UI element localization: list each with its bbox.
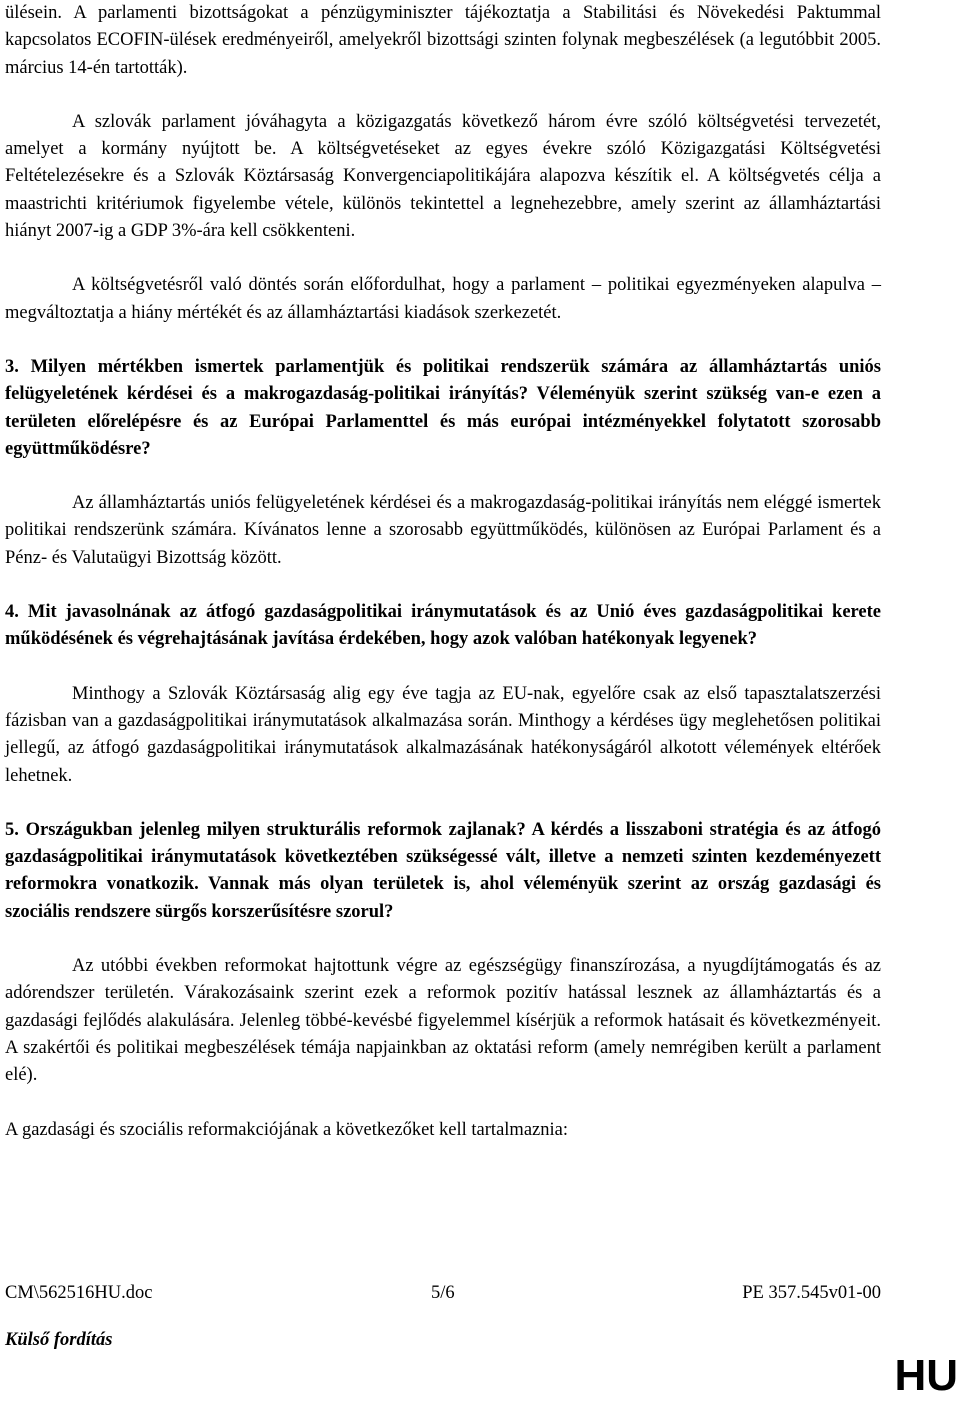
answer-3: Az államháztartás uniós felügyeletének kérdései és a makrogazdaság-politikai irányítás nem eléggé ismertek politikai rendszerünk számára. Kívánatos lenne a szorosabb együttműködés, különösen az Európai Parlament és a Pénz- és Valutaügyi Bizottság között. (5, 493, 881, 568)
question-5: 5. Országukban jelenleg milyen strukturális reformok zajlanak? A kérdés a lisszaboni stratégia és az átfogó gazdaságpolitikai iránymutatások következtében szükségessé vált, illetve a nemzeti szinten kezdeményezett reformokra vonatkozik. Vannak más olyan területek is, ahol véleményük szerint az ország gazdasági és szociális rendszere sürgős korszerűsítésre szorul? (5, 819, 881, 922)
translation-note: Külső fordítás (5, 1330, 113, 1350)
answer-5: Az utóbbi években reformokat hajtottunk végre az egészségügy finanszírozása, a nyugdíjtámogatás és az adórendszer területén. Várakozásaink szerint ezek a reformok pozitív hatással lesznek az államháztartás és a gazdasági fejlődés alakulására. Jelenleg többé-kevésbé figyelemmel kísérjük a reformok hatásait és következményeit. A szakértői és politikai megbeszélések témája napjainkban az oktatási reform (amely nemrégiben került a parlament elé). (5, 956, 881, 1086)
question-4: 4. Mit javasolnának az átfogó gazdaságpolitikai iránymutatások és az Unió éves gazdaságpolitikai kerete működésének és végrehajtásának javítása érdekében, hogy azok valóban hatékonyak legyenek? (5, 602, 881, 650)
paragraph-reform-content: A gazdasági és szociális reformakciójának a következőket kell tartalmaznia: (5, 1119, 568, 1140)
footer-reference: PE 357.545v01-00 (742, 1283, 881, 1303)
footer-file-name: CM\562516HU.doc (5, 1283, 153, 1303)
question-3: 3. Milyen mértékben ismertek parlamentjük és politikai rendszerük számára az államháztartás uniós felügyeletének kérdései és a makrogazdaság-politikai irányítás? Véleményük szerint szükség van-e ezen a területen előrelépésre és az Európai Parlamenttel és más európai intézményekkel folytatott szorosabb együttműködésre? (5, 356, 881, 459)
language-code: HU (894, 1351, 958, 1400)
paragraph-continuation: ülésein. A parlamenti bizottságokat a pénzügyminiszter tájékoztatja a Stabilitási és Növekedési Paktummal kapcsolatos ECOFIN-ülések eredményeiről, amelyekről bizottsági szinten folynak megbeszélések (a legutóbbit 2005. március 14-én tartották). (5, 3, 881, 78)
document-body (5, 0, 881, 1144)
footer-page-number: 5/6 (431, 1283, 455, 1303)
page-footer (5, 1280, 881, 1307)
paragraph-budget-approval: A szlovák parlament jóváhagyta a közigazgatás következő három évre szóló költségvetési tervezetét, amelyet a kormány nyújtott be. A költségvetéseket az egyes évekre szóló Közigazgatási Költségvetési Feltételezésekre és a Szlovák Köztársaság Konvergenciapolitikájára alapozva készítik el. A költségvetés célja a maastrichti kritériumok figyelembe vétele, különös tekintettel a legnehezebbre, amely szerint az államháztartási hiányt 2007-ig a GDP 3%-ára kell csökkenteni. (5, 111, 881, 242)
answer-4: Minthogy a Szlovák Köztársaság alig egy éve tagja az EU-nak, egyelőre csak az első tapasztalatszerzési fázisban van a gazdaságpolitikai iránymutatások alkalmazása során. Minthogy a kérdéses ügy meglehetősen politikai jellegű, az átfogó gazdaságpolitikai iránymutatások alkalmazásának hatékonyságáról alkotott vélemények eltérőek lehetnek. (5, 683, 881, 786)
paragraph-budget-decision: A költségvetésről való döntés során előfordulhat, hogy a parlament – politikai egyezményeken alapulva – megváltoztatja a hiány mértékét és az államháztartási kiadások szerkezetét. (5, 275, 881, 323)
